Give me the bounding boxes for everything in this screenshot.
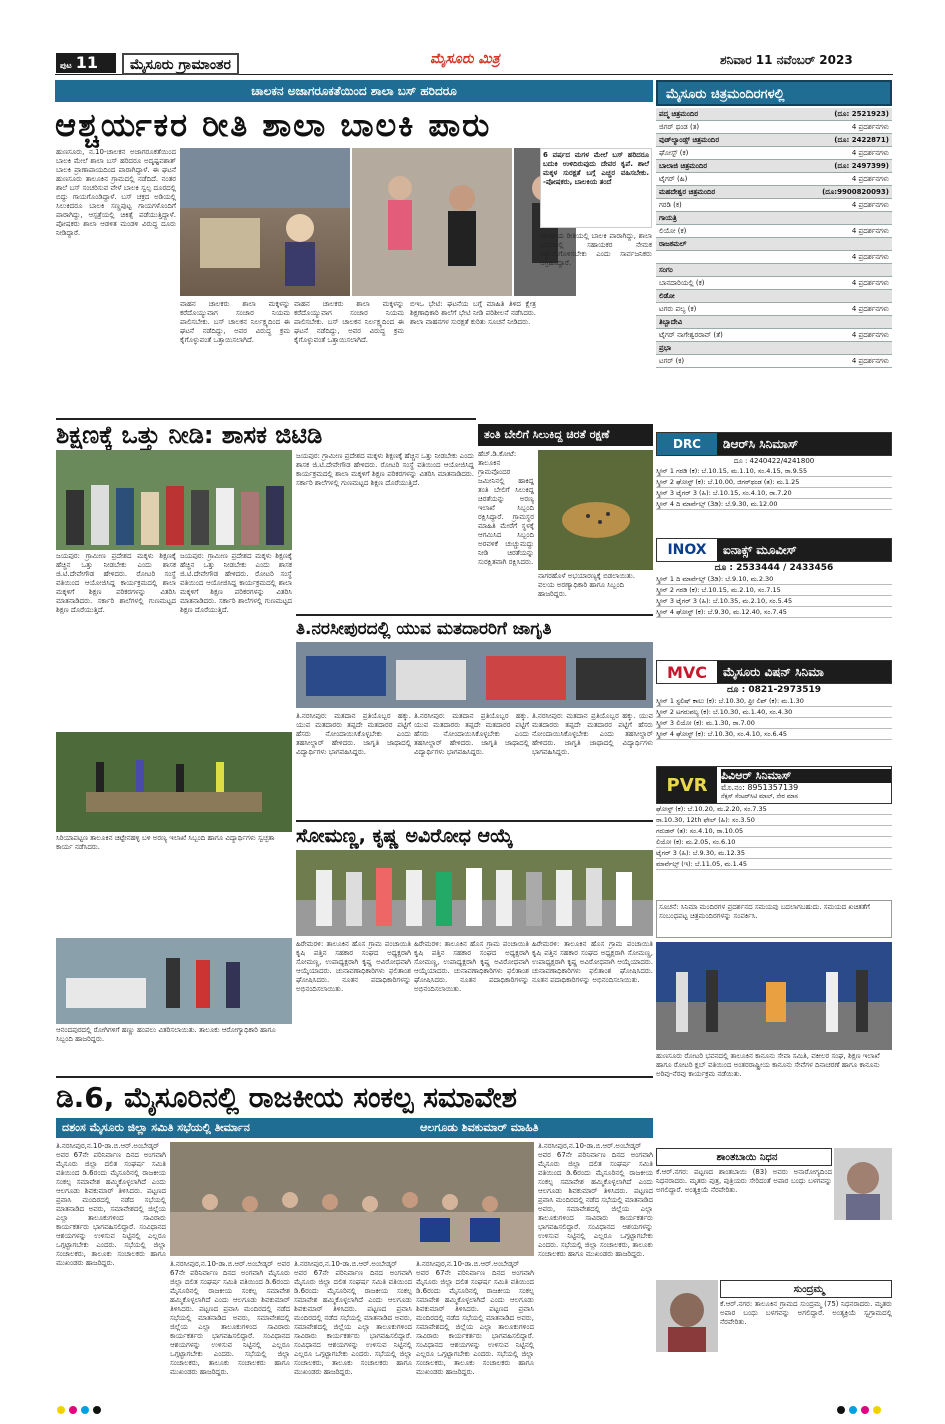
theatre-row: [656, 238, 892, 251]
showtime-line: ಸ್ಕ್ರೀನ್ 2 ಘೋಸ್ಟ್ (ಕ): ಬೆ.10.00, ಜಿಗರ್‌ಥಂಡ (ತ): ಮ.1.25: [656, 477, 892, 488]
theatre-movie: ಗರಡಿ (ಕ): [659, 201, 682, 209]
somanna-body-2: ಹಿರೇಮರಳಿ: ತಾಲೂಕಿನ ಹೊಸ ಗ್ರಾಮ ಪಂಚಾಯಿತಿ ಕೃಷಿ ಪತ್ತಿನ ಸಹಕಾರ ಸಂಘದ ಅಧ್ಯಕ್ಷರಾಗಿ ಸೋಮಣ್ಣ, ಉಪಾಧ್ಯಕ್ಷರಾಗಿ ಕೃಷ್ಣ ಅವಿರೋಧವಾಗಿ ಆಯ್ಕೆಯಾದರು. ಚುನಾವಣಾಧಿಕಾರಿಗಳು ಫಲಿತಾಂಶ ಘೋಷಿಸಿದರು. ನೂತನ ಪದಾಧಿಕಾರಿಗಳನ್ನು ಅಭಿನಂದಿಸಲಾಯಿತು.: [414, 940, 529, 993]
pvr-block: [656, 766, 892, 870]
lead-col2b: ವಾಹನ ಚಾಲಕರು ಶಾಲಾ ಮಕ್ಕಳನ್ನು ಕರೆದೊಯ್ಯುವಾಗ ಸಂಚಾರ ನಿಯಮ ಪಾಲಿಸಬೇಕು. ಬಸ್ ಚಾಲಕನ ನಿರ್ಲಕ್ಷ್ಯದಿಂದ ಈ ಘಟನೆ ನಡೆದಿದ್ದು, ಅವರ ವಿರುದ್ಧ ಕ್ರಮ ಕೈಗೊಳ್ಳುವಂತೆ ಒತ್ತಾಯಿಸಲಾಗಿದೆ.: [294, 300, 404, 344]
showtime-line: ರಾ.10.30, 12th ಫೇಲ್ (ಹಿ): ಸಂ.3.50: [656, 815, 892, 826]
youth-body-1: ತಿ.ನರಸೀಪುರ: ಮತದಾನ ಪ್ರತಿಯೊಬ್ಬರ ಹಕ್ಕು. ಯುವ ಮತದಾರರು ತಪ್ಪದೇ ಮತದಾರರ ಪಟ್ಟಿಗೆ ಹೆಸರು ನೋಂದಾಯಿಸಿಕೊಳ್ಳಬೇಕು ಎಂದು ತಹಸೀಲ್ದಾರ್ ಹೇಳಿದರು. ಜಾಗೃತಿ ಜಾಥಾದಲ್ಲಿ ವಿದ್ಯಾರ್ಥಿಗಳು ಭಾಗವಹಿಸಿದ್ದರು.: [296, 712, 411, 756]
cinema-listing-title: ಮೈಸೂರು ಚಿತ್ರಮಂದಿರಗಳಲ್ಲಿ: [656, 80, 892, 106]
theatre-row: [656, 186, 892, 199]
mla-photo: [56, 450, 292, 550]
theatre-name: ಗಾಯತ್ರಿ: [659, 214, 677, 222]
theatre-movie-row: [656, 199, 892, 212]
page-label: ಪುಟ: [60, 61, 72, 70]
theatre-phone: (ದೂ: 2422871): [834, 136, 889, 144]
leopard-photo: [538, 450, 653, 570]
mvc-phone: ದೂ : 0821-2973519: [726, 685, 822, 695]
obit1-body: ಕೆ.ಆರ್.ನಗರ: ಪಟ್ಟಣದ ಶಾಂತಬಾಯಿ (83) ಅವರು ಅನಾರೋಗ್ಯದಿಂದ ನಿಧನರಾದರು. ಮೃತರು ಪುತ್ರ, ಪುತ್ರಿಯರು ಸೇರಿದಂತೆ ಅಪಾರ ಬಂಧು ಬಳಗವನ್ನು ಅಗಲಿದ್ದಾರೆ. ಅಂತ್ಯಕ್ರಿಯೆ ನೆರವೇರಿತು.: [656, 1168, 832, 1194]
lead-col2: ವಾಹನ ಚಾಲಕರು ಶಾಲಾ ಮಕ್ಕಳನ್ನು ಕರೆದೊಯ್ಯುವಾಗ ಸಂಚಾರ ನಿಯಮ ಪಾಲಿಸಬೇಕು. ಬಸ್ ಚಾಲಕನ ನಿರ್ಲಕ್ಷ್ಯದಿಂದ ಈ ಘಟನೆ ನಡೆದಿದ್ದು, ಅವರ ವಿರುದ್ಧ ಕ್ರಮ ಕೈಗೊಳ್ಳುವಂತೆ ಒತ್ತಾಯಿಸಲಾಗಿದೆ.: [180, 300, 290, 344]
page-number-box: [56, 53, 116, 73]
showtime-line: ಸ್ಕ್ರೀನ್ 2 ಟಗರುಪಲ್ಯ (ಕ): ಬೆ.10.30, ಮ.1.40, ಸಂ.4.30: [656, 707, 892, 718]
page-number: 11: [75, 53, 99, 72]
theatre-row: [656, 212, 892, 225]
theatre-movie-row: [656, 121, 892, 134]
theatre-shows: 4 ಪ್ರದರ್ಶನಗಳು: [851, 227, 889, 235]
theatre-movie-row: [656, 173, 892, 186]
youth-body-3: ತಿ.ನರಸೀಪುರ: ಮತದಾನ ಪ್ರತಿಯೊಬ್ಬರ ಹಕ್ಕು. ಯುವ ಮತದಾರರು ತಪ್ಪದೇ ಮತದಾರರ ಪಟ್ಟಿಗೆ ಹೆಸರು ನೋಂದಾಯಿಸಿಕೊಳ್ಳಬೇಕು ಎಂದು ತಹಸೀಲ್ದಾರ್ ಹೇಳಿದರು. ಜಾಗೃತಿ ಜಾಥಾದಲ್ಲಿ ವಿದ್ಯಾರ್ಥಿಗಳು ಭಾಗವಹಿಸಿದ್ದರು.: [532, 712, 653, 756]
theatre-name: ಮಹದೇಶ್ವರ ಚಿತ್ರಮಂದಿರ: [659, 188, 716, 196]
inox-name: ಐನಾಕ್ಸ್ ಮೂವೀಸ್: [717, 539, 891, 561]
inox-showtimes: [656, 574, 892, 618]
mvc-showtimes: [656, 696, 892, 740]
pvr-phone: ಮೊ.ನಂ: 8951357139: [721, 783, 799, 792]
theatre-movie: ಬಾನದಾರಿಯಲ್ಲಿ (ಕ): [659, 279, 705, 287]
showtime-line: ಲಿಯೋ (ಕ): ಮ.2.05, ಸಂ.6.10: [656, 837, 892, 848]
theatre-shows: 4 ಪ್ರದರ್ಶನಗಳು: [851, 331, 889, 339]
inox-phone: ದೂ : 2533444 / 2433456: [714, 563, 834, 573]
drc-name: ಡಿಆರ್‌ಸಿ ಸಿನಿಮಾಸ್: [717, 433, 891, 455]
inox-logo: INOX: [657, 539, 717, 561]
rotary-photo: [656, 942, 892, 1050]
theatre-movie-row: [656, 225, 892, 238]
theatre-name: ರಾಜಕಮಲ್: [659, 240, 687, 248]
samavesha-photo: [170, 1142, 534, 1256]
lead-photo-2: [352, 148, 512, 296]
lead-col3: ಬಿಇಒ ಭೇಟಿ: ಘಟನೆಯ ಬಗ್ಗೆ ಮಾಹಿತಿ ತಿಳಿದ ಕ್ಷೇತ್ರ ಶಿಕ್ಷಣಾಧಿಕಾರಿ ಶಾಲೆಗೆ ಭೇಟಿ ನೀಡಿ ಪರಿಶೀಲನೆ ನಡೆಸಿದರು. ಶಾಲಾ ವಾಹನಗಳ ಸುರಕ್ಷತೆ ಕುರಿತು ಸೂಚನೆ ನೀಡಿದರು.: [410, 300, 536, 326]
rotary-caption: ಹುಣಸೂರು ರೋಟರಿ ಭವನದಲ್ಲಿ ತಾಲೂಕಿನ ಕಾನೂನು ಸೇವಾ ಸಮಿತಿ, ವಕೀಲರ ಸಂಘ, ಶಿಕ್ಷಣ ಇಲಾಖೆ ಹಾಗೂ ರೋಟರಿ ಕ್ಲಬ್ ವತಿಯಿಂದ ಅಂತರರಾಷ್ಟ್ರೀಯ ಕಾನೂನು ಸೇವೆಗಳ ದಿನಾಚರಣೆ ಹಾಗೂ ಕಾನೂನು ಅರಿವು-ನೆರವು ಕಾರ್ಯಕ್ರಮ ನಡೆಯಿತು.: [656, 1052, 880, 1078]
inox-block: [656, 538, 892, 618]
pvr-address: ನೆಕ್ಸಸ್ ಸೆಂಟರ್‌ಸಿಟಿ ಮಾಲ್, ನೇರ ಮಾಸ: [721, 793, 798, 800]
theatre-movie-row: [656, 355, 892, 368]
pvr-showtimes: [656, 804, 892, 870]
hospital-caption: ಆನಂದಪುರದಲ್ಲಿ ರೋಗಿಗಳಿಗೆ ಹಣ್ಣು ಹಂಪಲು ವಿತರಿಸಲಾಯಿತು. ತಾಲೂಕು ಆರೋಗ್ಯಾಧಿಕಾರಿ ಹಾಗೂ ಸಿಬ್ಬಂದಿ ಹಾಜರಿದ್ದರು.: [56, 1026, 276, 1043]
showtime-line: ಟೈಗರ್ 3 (ಹಿ): ಬೆ.9.30, ಮ.12.35: [656, 848, 892, 859]
showtime-notice: ಸೂಚನೆ: ಸಿನಿಮಾ ಮಂದಿರಗಳ ಪ್ರದರ್ಶನದ ಸಮಯವು ಬದಲಾಗಬಹುದು. ಸಮಯದ ಖಚಿತತೆಗೆ ಸಂಬಂಧಪಟ್ಟ ಚಿತ್ರಮಂದಿರಗಳನ್ನು ಸಂಪರ್ಕಿಸಿ.: [656, 900, 892, 938]
hospital-photo: [56, 938, 292, 1024]
samavesha-body-2: ತಿ.ನರಸೀಪುರ,ನ.10-ಡಾ.ಬಿ.ಆರ್.ಅಂಬೇಡ್ಕರ್ ಅವರ 67ನೇ ಪರಿನಿರ್ವಾಣ ದಿನದ ಅಂಗವಾಗಿ ಮೈಸೂರು ಜಿಲ್ಲಾ ದಲಿತ ಸಂಘರ್ಷ ಸಮಿತಿ ವತಿಯಿಂದ ಡಿ.6ರಂದು ಮೈಸೂರಿನಲ್ಲಿ ರಾಜಕೀಯ ಸಂಕಲ್ಪ ಸಮಾವೇಶ ಹಮ್ಮಿಕೊಳ್ಳಲಾಗಿದೆ ಎಂದು ಆಲಗೂಡು ಶಿವಕುಮಾರ್ ತಿಳಿಸಿದರು. ಪಟ್ಟಣದ ಪ್ರವಾಸಿ ಮಂದಿರದಲ್ಲಿ ನಡೆದ ಸಭೆಯಲ್ಲಿ ಮಾತನಾಡಿದ ಅವರು, ಸಮಾವೇಶದಲ್ಲಿ ಜಿಲ್ಲೆಯ ಎಲ್ಲಾ ತಾಲೂಕುಗಳಿಂದ ಸಾವಿರಾರು ಕಾರ್ಯಕರ್ತರು ಭಾಗವಹಿಸಲಿದ್ದಾರೆ. ಸಂವಿಧಾನದ ಆಶಯಗಳನ್ನು ಉಳಿಸುವ ನಿಟ್ಟಿನಲ್ಲಿ ಎಲ್ಲರೂ ಒಗ್ಗಟ್ಟಾಗಬೇಕು ಎಂದರು. ಸಭೆಯಲ್ಲಿ ಜಿಲ್ಲಾ ಸಂಚಾಲಕರು, ತಾಲೂಕು ಸಂಚಾಲಕರು ಹಾಗೂ ಮುಖಂಡರು ಹಾಜರಿದ್ದರು.: [170, 1260, 290, 1376]
somanna-title: ಸೋಮಣ್ಣ, ಕೃಷ್ಣ ಅವಿರೋಧ ಆಯ್ಕೆ: [296, 820, 653, 850]
showtime-line: ಘೋಸ್ಟ್ (ಕ): ಬೆ.10.20, ಮ.2.20, ಸಂ.7.35: [656, 804, 892, 815]
registration-marks-left: [56, 1400, 126, 1419]
theatre-movie-row: [656, 277, 892, 290]
registration-marks-right: [836, 1400, 906, 1419]
theatre-row: [656, 290, 892, 303]
showtime-line: ಸ್ಕ್ರೀನ್ 4 ಘೋಸ್ಟ್ (ಕ): ಬೆ.10.30, ಸಂ.4.10, ಸಂ.6.45: [656, 729, 892, 740]
theatre-shows: 4 ಪ್ರದರ್ಶನಗಳು: [851, 305, 889, 313]
theatre-row: [656, 342, 892, 355]
theatre-row: [656, 264, 892, 277]
theatre-phone: (ದೂ:9900820093): [822, 188, 889, 196]
mla-body-1: ಜಯಪುರ: ಗ್ರಾಮೀಣ ಪ್ರದೇಶದ ಮಕ್ಕಳು ಶಿಕ್ಷಣಕ್ಕೆ ಹೆಚ್ಚಿನ ಒತ್ತು ನೀಡಬೇಕು ಎಂದು ಶಾಸಕ ಜಿ.ಟಿ.ದೇವೇಗೌಡ ಹೇಳಿದರು. ರೋಟರಿ ಸಂಸ್ಥೆ ವತಿಯಿಂದ ಆಯೋಜಿಸಿದ್ದ ಕಾರ್ಯಕ್ರಮದಲ್ಲಿ ಶಾಲಾ ಮಕ್ಕಳಿಗೆ ಶಿಕ್ಷಣ ಪರಿಕರಗಳನ್ನು ವಿತರಿಸಿ ಮಾತನಾಡಿದರು. ಸರ್ಕಾರಿ ಶಾಲೆಗಳಲ್ಲಿ ಗುಣಮಟ್ಟದ ಶಿಕ್ಷಣ ದೊರೆಯುತ್ತಿದೆ.: [56, 552, 176, 614]
issue-date: ಶನಿವಾರ 11 ನವೆಂಬರ್ 2023: [720, 53, 853, 67]
drc-phone: ದೂ : 4240422/4241800: [733, 457, 815, 465]
showtime-line: ಮಾರ್ವೆಲ್ಸ್ (ಇ): ಬೆ.11.05, ಮ.1.45: [656, 859, 892, 870]
theatre-shows: 4 ಪ್ರದರ್ಶನಗಳು: [851, 201, 889, 209]
mvc-header: [656, 660, 892, 684]
leopard-body: ಹೆಚ್.ಡಿ.ಕೋಟೆ: ತಾಲೂಕಿನ ಗ್ರಾಮವೊಂದರ ಜಮೀನಿನಲ್ಲಿ ಹಾಕಿದ್ದ ತಂತಿ ಬೇಲಿಗೆ ಸಿಲುಕಿದ್ದ ಚಿರತೆಯನ್ನು ಅರಣ್ಯ ಇಲಾಖೆ ಸಿಬ್ಬಂದಿ ರಕ್ಷಿಸಿದ್ದಾರೆ. ಗ್ರಾಮಸ್ಥರ ಮಾಹಿತಿ ಮೇರೆಗೆ ಸ್ಥಳಕ್ಕೆ ಆಗಮಿಸಿದ ಸಿಬ್ಬಂದಿ ಅರವಳಿಕೆ ಚುಚ್ಚುಮದ್ದು ನೀಡಿ ಚಿರತೆಯನ್ನು ಸುರಕ್ಷಿತವಾಗಿ ರಕ್ಷಿಸಿದರು.: [478, 450, 534, 566]
theatre-name: ಲಿಡೋ: [659, 292, 675, 300]
cleanup-photo: [56, 732, 292, 832]
youth-body-2: ತಿ.ನರಸೀಪುರ: ಮತದಾನ ಪ್ರತಿಯೊಬ್ಬರ ಹಕ್ಕು. ಯುವ ಮತದಾರರು ತಪ್ಪದೇ ಮತದಾರರ ಪಟ್ಟಿಗೆ ಹೆಸರು ನೋಂದಾಯಿಸಿಕೊಳ್ಳಬೇಕು ಎಂದು ತಹಸೀಲ್ದಾರ್ ಹೇಳಿದರು. ಜಾಗೃತಿ ಜಾಥಾದಲ್ಲಿ ವಿದ್ಯಾರ್ಥಿಗಳು ಭಾಗವಹಿಸಿದ್ದರು.: [414, 712, 529, 756]
mla-body-3: ಜಯಪುರ: ಗ್ರಾಮೀಣ ಪ್ರದೇಶದ ಮಕ್ಕಳು ಶಿಕ್ಷಣಕ್ಕೆ ಹೆಚ್ಚಿನ ಒತ್ತು ನೀಡಬೇಕು ಎಂದು ಶಾಸಕ ಜಿ.ಟಿ.ದೇವೇಗೌಡ ಹೇಳಿದರು. ರೋಟರಿ ಸಂಸ್ಥೆ ವತಿಯಿಂದ ಆಯೋಜಿಸಿದ್ದ ಕಾರ್ಯಕ್ರಮದಲ್ಲಿ ಶಾಲಾ ಮಕ್ಕಳಿಗೆ ಶಿಕ್ಷಣ ಪರಿಕರಗಳನ್ನು ವಿತರಿಸಿ ಮಾತನಾಡಿದರು. ಸರ್ಕಾರಿ ಶಾಲೆಗಳಲ್ಲಿ ಗುಣಮಟ್ಟದ ಶಿಕ್ಷಣ ದೊರೆಯುತ್ತಿದೆ.: [296, 452, 474, 487]
obit2-body: ಕೆ.ಆರ್.ನಗರ: ತಾಲೂಕಿನ ಗ್ರಾಮದ ಸುಂದ್ರಮ್ಮ (75) ನಿಧನರಾದರು. ಮೃತರು ಅಪಾರ ಬಂಧು ಬಳಗವನ್ನು ಅಗಲಿದ್ದಾರೆ. ಅಂತ್ಯಕ್ರಿಯೆ ಸ್ವಗ್ರಾಮದಲ್ಲಿ ನೆರವೇರಿತು.: [720, 1300, 892, 1326]
drc-logo: DRC: [657, 433, 717, 455]
lead-kicker: ಚಾಲಕನ ಅಜಾಗರೂಕತೆಯಿಂದ ಶಾಲಾ ಬಸ್ ಹರಿದರೂ: [55, 80, 653, 102]
theatre-phone: (ದೂ: 2521923): [834, 110, 889, 118]
samavesha-body-4: ತಿ.ನರಸೀಪುರ,ನ.10-ಡಾ.ಬಿ.ಆರ್.ಅಂಬೇಡ್ಕರ್ ಅವರ 67ನೇ ಪರಿನಿರ್ವಾಣ ದಿನದ ಅಂಗವಾಗಿ ಮೈಸೂರು ಜಿಲ್ಲಾ ದಲಿತ ಸಂಘರ್ಷ ಸಮಿತಿ ವತಿಯಿಂದ ಡಿ.6ರಂದು ಮೈಸೂರಿನಲ್ಲಿ ರಾಜಕೀಯ ಸಂಕಲ್ಪ ಸಮಾವೇಶ ಹಮ್ಮಿಕೊಳ್ಳಲಾಗಿದೆ ಎಂದು ಆಲಗೂಡು ಶಿವಕುಮಾರ್ ತಿಳಿಸಿದರು. ಪಟ್ಟಣದ ಪ್ರವಾಸಿ ಮಂದಿರದಲ್ಲಿ ನಡೆದ ಸಭೆಯಲ್ಲಿ ಮಾತನಾಡಿದ ಅವರು, ಸಮಾವೇಶದಲ್ಲಿ ಜಿಲ್ಲೆಯ ಎಲ್ಲಾ ತಾಲೂಕುಗಳಿಂದ ಸಾವಿರಾರು ಕಾರ್ಯಕರ್ತರು ಭಾಗವಹಿಸಲಿದ್ದಾರೆ. ಸಂವಿಧಾನದ ಆಶಯಗಳನ್ನು ಉಳಿಸುವ ನಿಟ್ಟಿನಲ್ಲಿ ಎಲ್ಲರೂ ಒಗ್ಗಟ್ಟಾಗಬೇಕು ಎಂದರು. ಸಭೆಯಲ್ಲಿ ಜಿಲ್ಲಾ ಸಂಚಾಲಕರು, ತಾಲೂಕು ಸಂಚಾಲಕರು ಹಾಗೂ ಮುಖಂಡರು ಹಾಜರಿದ್ದರು.: [416, 1260, 534, 1376]
theatre-name: ತಿಬ್ಬಾದೇವಿ: [659, 318, 683, 326]
samavesha-title: ಡಿ.6, ಮೈಸೂರಿನಲ್ಲಿ ರಾಜಕೀಯ ಸಂಕಲ್ಪ ಸಮಾವೇಶ: [56, 1076, 653, 1118]
samavesha-sub2: ಆಲಗೂಡು ಶಿವಕುಮಾರ್ ಮಾಹಿತಿ: [420, 1121, 539, 1134]
mla-title: ಶಿಕ್ಷಣಕ್ಕೆ ಒತ್ತು ನೀಡಿ: ಶಾಸಕ ಜಿಟಿಡಿ: [56, 418, 476, 450]
theatre-row: [656, 108, 892, 121]
theatre-movie: ಟೈಗರ್ ನಾಗೇಶ್ವರರಾವ್ (ತೆ): [659, 331, 723, 339]
theatre-movie: ಟಗರ್ (ಕ): [659, 357, 685, 365]
theatre-shows: 4 ಪ್ರದರ್ಶನಗಳು: [851, 279, 889, 287]
theatre-movie-row: [656, 147, 892, 160]
pvr-header: [656, 766, 892, 804]
showtime-line: ಸ್ಕ್ರೀನ್ 4 ದಿ ಮಾರ್ವೆಲ್ಸ್ (3ಡಿ): ಬೆ.9.30, ಮ.12.00: [656, 499, 892, 510]
drc-showtimes: [656, 466, 892, 510]
lead-body: ಹುಣಸೂರು, ನ.10-ಚಾಲಕನ ಅಜಾಗರೂಕತೆಯಿಂದ ಬಾಲಕಿ ಮೇಲೆ ಶಾಲಾ ಬಸ್ ಹರಿದರೂ ಅದೃಷ್ಟವಶಾತ್ ಬಾಲಕಿ ಪ್ರಾಣಾಪಾಯದಿಂದ ಪಾರಾಗಿದ್ದಾಳೆ. ಈ ಘಟನೆ ಹುಣಸೂರು ತಾಲೂಕಿನ ಗ್ರಾಮದಲ್ಲಿ ನಡೆದಿದೆ. ನಂತರ ಶಾಲೆ ಬಸ್ ಸಂಚರಿಸುವ ವೇಳೆ ಬಾಲಕಿ ಸ್ವಲ್ಪ ದೂರದಲ್ಲಿ ಬಿದ್ದು ಗಾಯಗೊಂಡಿದ್ದಾಳೆ. ಬಸ್ ಚಕ್ರದ ಅಡಿಯಲ್ಲಿ ಸಿಲುಕಿದರೂ ಬಾಲಕಿ ಸಣ್ಣಪುಟ್ಟ ಗಾಯಗಳೊಂದಿಗೆ ಪಾರಾಗಿದ್ದು, ಆಸ್ಪತ್ರೆಯಲ್ಲಿ ಚಿಕಿತ್ಸೆ ಪಡೆಯುತ್ತಿದ್ದಾಳೆ. ಪೋಷಕರು ಶಾಲಾ ಆಡಳಿತ ಮಂಡಳಿ ವಿರುದ್ಧ ದೂರು ನೀಡಿದ್ದಾರೆ.: [56, 148, 176, 237]
somanna-photo: [296, 850, 653, 936]
theatre-name: ಪದ್ಮ ಚಿತ್ರಮಂದಿರ: [659, 110, 699, 118]
obit2-photo: [656, 1280, 718, 1352]
theatre-movie: ಜಿಗರ್ ಥಂಡ (ತ): [659, 123, 700, 131]
cleanup-caption: ಸಿರಿಯಾಪಟ್ಟಣ ತಾಲೂಕಿನ ಚಿಟ್ಟೇನಹಳ್ಳಿ ಬಳಿ ಅರಣ್ಯ ಇಲಾಖೆ ಸಿಬ್ಬಂದಿ ಹಾಗೂ ವಿದ್ಯಾರ್ಥಿಗಳು ಸ್ವಚ್ಛತಾ ಕಾರ್ಯ ನಡೆಸಿದರು.: [56, 834, 275, 851]
theatre-movie-row: [656, 329, 892, 342]
theatre-name: ಪ್ರಭಾ: [659, 344, 672, 352]
theatre-phone: (ದೂ: 2497399): [834, 162, 889, 170]
lead-headline: ಆಶ್ಚರ್ಯಕರ ರೀತಿ ಶಾಲಾ ಬಾಲಕಿ ಪಾರು: [55, 106, 492, 144]
showtime-line: ಸ್ಕ್ರೀನ್ 1 ದಿ ಮಾರ್ವೆಲ್ಸ್ (3ಡಿ): ಬೆ.9.10, ಮ.2.30: [656, 574, 892, 585]
theatre-name: ಸಂಗಂ: [659, 266, 673, 274]
showtime-line: ಸ್ಕ್ರೀನ್ 4 ಘೋಸ್ಟ್ (ಕ): ಬೆ.9.30, ಮ.12.40, ಸಂ.7.45: [656, 607, 892, 618]
samavesha-body-5: ತಿ.ನರಸೀಪುರ,ನ.10-ಡಾ.ಬಿ.ಆರ್.ಅಂಬೇಡ್ಕರ್ ಅವರ 67ನೇ ಪರಿನಿರ್ವಾಣ ದಿನದ ಅಂಗವಾಗಿ ಮೈಸೂರು ಜಿಲ್ಲಾ ದಲಿತ ಸಂಘರ್ಷ ಸಮಿತಿ ವತಿಯಿಂದ ಡಿ.6ರಂದು ಮೈಸೂರಿನಲ್ಲಿ ರಾಜಕೀಯ ಸಂಕಲ್ಪ ಸಮಾವೇಶ ಹಮ್ಮಿಕೊಳ್ಳಲಾಗಿದೆ ಎಂದು ಆಲಗೂಡು ಶಿವಕುಮಾರ್ ತಿಳಿಸಿದರು. ಪಟ್ಟಣದ ಪ್ರವಾಸಿ ಮಂದಿರದಲ್ಲಿ ನಡೆದ ಸಭೆಯಲ್ಲಿ ಮಾತನಾಡಿದ ಅವರು, ಸಮಾವೇಶದಲ್ಲಿ ಜಿಲ್ಲೆಯ ಎಲ್ಲಾ ತಾಲೂಕುಗಳಿಂದ ಸಾವಿರಾರು ಕಾರ್ಯಕರ್ತರು ಭಾಗವಹಿಸಲಿದ್ದಾರೆ. ಸಂವಿಧಾನದ ಆಶಯಗಳನ್ನು ಉಳಿಸುವ ನಿಟ್ಟಿನಲ್ಲಿ ಎಲ್ಲರೂ ಒಗ್ಗಟ್ಟಾಗಬೇಕು ಎಂದರು. ಸಭೆಯಲ್ಲಿ ಜಿಲ್ಲಾ ಸಂಚಾಲಕರು, ತಾಲೂಕು ಸಂಚಾಲಕರು ಹಾಗೂ ಮುಖಂಡರು ಹಾಜರಿದ್ದರು.: [538, 1142, 653, 1258]
lead-quote: 6 ವರ್ಷದ ಮಗಳ ಮೇಲೆ ಬಸ್ ಹರಿದರೂ ಬದುಕಿ ಉಳಿದಿರುವುದು ದೇವರ ಕೃಪೆ. ಶಾಲೆ ಮಕ್ಕಳ ಸುರಕ್ಷತೆ ಬಗ್ಗೆ ಎಚ್ಚರ ವಹಿಸಬೇಕು. -ಪೋಷಕರು, ಬಾಲಕಿಯ ತಂದೆ: [540, 148, 652, 228]
showtime-line: ಸ್ಕ್ರೀನ್ 3 ಲಿಯೋ (ಕ): ಮ.1.30, ರಾ.7.00: [656, 718, 892, 729]
showtime-line: ಗರುಡನ್ (ತ): ಸಂ.4.10, ರಾ.10.05: [656, 826, 892, 837]
showtime-line: ಸ್ಕ್ರೀನ್ 1 ಗರಡಿ (ಕ): ಬೆ.10.15, ಮ.1.10, ಸಂ.4.15, ರಾ.9.55: [656, 466, 892, 477]
somanna-body-3: ಹಿರೇಮರಳಿ: ತಾಲೂಕಿನ ಹೊಸ ಗ್ರಾಮ ಪಂಚಾಯಿತಿ ಕೃಷಿ ಪತ್ತಿನ ಸಹಕಾರ ಸಂಘದ ಅಧ್ಯಕ್ಷರಾಗಿ ಸೋಮಣ್ಣ, ಉಪಾಧ್ಯಕ್ಷರಾಗಿ ಕೃಷ್ಣ ಅವಿರೋಧವಾಗಿ ಆಯ್ಕೆಯಾದರು. ಚುನಾವಣಾಧಿಕಾರಿಗಳು ಫಲಿತಾಂಶ ಘೋಷಿಸಿದರು. ನೂತನ ಪದಾಧಿಕಾರಿಗಳನ್ನು ಅಭಿನಂದಿಸಲಾಯಿತು.: [532, 940, 653, 984]
theatre-movie: ಟೈಗರ್ (ಹಿ): [659, 175, 688, 183]
theatre-shows: 4 ಪ್ರದರ್ಶನಗಳು: [851, 175, 889, 183]
obit2-title: ಸುಂದ್ರಮ್ಮ: [720, 1280, 892, 1298]
lead-col4: ಸಿನಿಮೀಯ ರೀತಿಯಲ್ಲಿ ಬಾಲಕಿ ಪಾರಾಗಿದ್ದು, ಶಾಲಾ ಬಸ್‌ಗಳಲ್ಲಿ ಸಹಾಯಕರ ನೇಮಕ ಕಡ್ಡಾಯಗೊಳಿಸಬೇಕು ಎಂದು ಸಾರ್ವಜನಿಕರು ಆಗ್ರಹಿಸಿದ್ದಾರೆ.: [540, 232, 652, 267]
showtime-line: ಸ್ಕ್ರೀನ್ 3 ಟೈಗರ್ 3 (ಹಿ): ಬೆ.10.15, ಸಂ.4.10, ರಾ.7.20: [656, 488, 892, 499]
theatre-name: ಬಾಲಾಜಿ ಚಿತ್ರಮಂದಿರ: [659, 162, 708, 170]
pvr-info: [717, 769, 891, 801]
drc-header: [656, 432, 892, 456]
theatre-movie: ಘೋಸ್ಟ್ (ಕ): [659, 149, 689, 157]
theatre-row: [656, 160, 892, 173]
somanna-body-1: ಹಿರೇಮರಳಿ: ತಾಲೂಕಿನ ಹೊಸ ಗ್ರಾಮ ಪಂಚಾಯಿತಿ ಕೃಷಿ ಪತ್ತಿನ ಸಹಕಾರ ಸಂಘದ ಅಧ್ಯಕ್ಷರಾಗಿ ಸೋಮಣ್ಣ, ಉಪಾಧ್ಯಕ್ಷರಾಗಿ ಕೃಷ್ಣ ಅವಿರೋಧವಾಗಿ ಆಯ್ಕೆಯಾದರು. ಚುನಾವಣಾಧಿಕಾರಿಗಳು ಫಲಿತಾಂಶ ಘೋಷಿಸಿದರು. ನೂತನ ಪದಾಧಿಕಾರಿಗಳನ್ನು ಅಭಿನಂದಿಸಲಾಯಿತು.: [296, 940, 411, 993]
leopard-title: ತಂತಿ ಬೇಲಿಗೆ ಸಿಲುಕಿದ್ದ ಚಿರತೆ ರಕ್ಷಣೆ: [478, 424, 653, 446]
theatre-movie-row: [656, 251, 892, 264]
obit1-photo: [834, 1148, 892, 1220]
theatre-name: ವುಡ್‌ಲ್ಯಾಂಡ್ಸ್ ಚಿತ್ರಮಂದಿರ: [659, 136, 720, 144]
theatre-row: [656, 316, 892, 329]
samavesha-sub1: ದಶಂಸ ಮೈಸೂರು ಜಿಲ್ಲಾ ಸಮಿತಿ ಸಭೆಯಲ್ಲಿ ತೀರ್ಮಾನ: [62, 1121, 250, 1134]
theatre-table: [656, 108, 892, 368]
mvc-name: ಮೈಸೂರು ವಿಷನ್ ಸಿನಿಮಾ: [717, 661, 891, 683]
pvr-logo: PVR: [657, 767, 717, 803]
theatre-shows: 4 ಪ್ರದರ್ಶನಗಳು: [851, 123, 889, 131]
samavesha-body-3: ತಿ.ನರಸೀಪುರ,ನ.10-ಡಾ.ಬಿ.ಆರ್.ಅಂಬೇಡ್ಕರ್ ಅವರ 67ನೇ ಪರಿನಿರ್ವಾಣ ದಿನದ ಅಂಗವಾಗಿ ಮೈಸೂರು ಜಿಲ್ಲಾ ದಲಿತ ಸಂಘರ್ಷ ಸಮಿತಿ ವತಿಯಿಂದ ಡಿ.6ರಂದು ಮೈಸೂರಿನಲ್ಲಿ ರಾಜಕೀಯ ಸಂಕಲ್ಪ ಸಮಾವೇಶ ಹಮ್ಮಿಕೊಳ್ಳಲಾಗಿದೆ ಎಂದು ಆಲಗೂಡು ಶಿವಕುಮಾರ್ ತಿಳಿಸಿದರು. ಪಟ್ಟಣದ ಪ್ರವಾಸಿ ಮಂದಿರದಲ್ಲಿ ನಡೆದ ಸಭೆಯಲ್ಲಿ ಮಾತನಾಡಿದ ಅವರು, ಸಮಾವೇಶದಲ್ಲಿ ಜಿಲ್ಲೆಯ ಎಲ್ಲಾ ತಾಲೂಕುಗಳಿಂದ ಸಾವಿರಾರು ಕಾರ್ಯಕರ್ತರು ಭಾಗವಹಿಸಲಿದ್ದಾರೆ. ಸಂವಿಧಾನದ ಆಶಯಗಳನ್ನು ಉಳಿಸುವ ನಿಟ್ಟಿನಲ್ಲಿ ಎಲ್ಲರೂ ಒಗ್ಗಟ್ಟಾಗಬೇಕು ಎಂದರು. ಸಭೆಯಲ್ಲಿ ಜಿಲ್ಲಾ ಸಂಚಾಲಕರು, ತಾಲೂಕು ಸಂಚಾಲಕರು ಹಾಗೂ ಮುಖಂಡರು ಹಾಜರಿದ್ದರು.: [294, 1260, 412, 1376]
theatre-movie-row: [656, 303, 892, 316]
newspaper-logo: ಮೈಸೂರು ಮಿತ್ರ: [430, 51, 500, 67]
theatre-shows: 4 ಪ್ರದರ್ಶನಗಳು: [851, 253, 889, 261]
section-name: ಮೈಸೂರು ಗ್ರಾಮಾಂತರ: [122, 53, 239, 75]
theatre-shows: 4 ಪ್ರದರ್ಶನಗಳು: [851, 149, 889, 157]
mvc-logo: MVC: [657, 661, 717, 683]
inox-header: [656, 538, 892, 562]
theatre-movie: ಟಗರು ಪಲ್ಯ (ಕ): [659, 305, 697, 313]
lead-photo-1: [180, 148, 350, 296]
pvr-name: ಪಿವಿಆರ್ ಸಿನಿಮಾಸ್: [721, 769, 891, 783]
youth-title: ತಿ.ನರಸೀಪುರದಲ್ಲಿ ಯುವ ಮತದಾರರಿಗೆ ಜಾಗೃತಿ: [296, 614, 653, 642]
showtime-line: ಸ್ಕ್ರೀನ್ 1 ಸ್ಟಲಿಷ್ ಕಾಲು (ಕ): ಬೆ.10.30, ಫ್ರೀ ಲಿಪ್ (ಕ): ಮ.1.30: [656, 696, 892, 707]
obit1-title: ಶಾಂತಬಾಯಿ ನಿಧನ: [656, 1148, 832, 1166]
drc-block: [656, 432, 892, 510]
samavesha-body-1: ತಿ.ನರಸೀಪುರ,ನ.10-ಡಾ.ಬಿ.ಆರ್.ಅಂಬೇಡ್ಕರ್ ಅವರ 67ನೇ ಪರಿನಿರ್ವಾಣ ದಿನದ ಅಂಗವಾಗಿ ಮೈಸೂರು ಜಿಲ್ಲಾ ದಲಿತ ಸಂಘರ್ಷ ಸಮಿತಿ ವತಿಯಿಂದ ಡಿ.6ರಂದು ಮೈಸೂರಿನಲ್ಲಿ ರಾಜಕೀಯ ಸಂಕಲ್ಪ ಸಮಾವೇಶ ಹಮ್ಮಿಕೊಳ್ಳಲಾಗಿದೆ ಎಂದು ಆಲಗೂಡು ಶಿವಕುಮಾರ್ ತಿಳಿಸಿದರು. ಪಟ್ಟಣದ ಪ್ರವಾಸಿ ಮಂದಿರದಲ್ಲಿ ನಡೆದ ಸಭೆಯಲ್ಲಿ ಮಾತನಾಡಿದ ಅವರು, ಸಮಾವೇಶದಲ್ಲಿ ಜಿಲ್ಲೆಯ ಎಲ್ಲಾ ತಾಲೂಕುಗಳಿಂದ ಸಾವಿರಾರು ಕಾರ್ಯಕರ್ತರು ಭಾಗವಹಿಸಲಿದ್ದಾರೆ. ಸಂವಿಧಾನದ ಆಶಯಗಳನ್ನು ಉಳಿಸುವ ನಿಟ್ಟಿನಲ್ಲಿ ಎಲ್ಲರೂ ಒಗ್ಗಟ್ಟಾಗಬೇಕು ಎಂದರು. ಸಭೆಯಲ್ಲಿ ಜಿಲ್ಲಾ ಸಂಚಾಲಕರು, ತಾಲೂಕು ಸಂಚಾಲಕರು ಹಾಗೂ ಮುಖಂಡರು ಹಾಜರಿದ್ದರು.: [56, 1142, 166, 1267]
theatre-shows: 4 ಪ್ರದರ್ಶನಗಳು: [851, 357, 889, 365]
leopard-caption: ನಾಗರಹೊಳೆ ಅಭಯಾರಣ್ಯಕ್ಕೆ ಬಿಡಲಾಯಿತು. ವಲಯ ಅರಣ್ಯಾಧಿಕಾರಿ ಹಾಗೂ ಸಿಬ್ಬಂದಿ ಹಾಜರಿದ್ದರು.: [538, 572, 635, 598]
youth-photo: [296, 642, 653, 708]
mla-body-2: ಜಯಪುರ: ಗ್ರಾಮೀಣ ಪ್ರದೇಶದ ಮಕ್ಕಳು ಶಿಕ್ಷಣಕ್ಕೆ ಹೆಚ್ಚಿನ ಒತ್ತು ನೀಡಬೇಕು ಎಂದು ಶಾಸಕ ಜಿ.ಟಿ.ದೇವೇಗೌಡ ಹೇಳಿದರು. ರೋಟರಿ ಸಂಸ್ಥೆ ವತಿಯಿಂದ ಆಯೋಜಿಸಿದ್ದ ಕಾರ್ಯಕ್ರಮದಲ್ಲಿ ಶಾಲಾ ಮಕ್ಕಳಿಗೆ ಶಿಕ್ಷಣ ಪರಿಕರಗಳನ್ನು ವಿತರಿಸಿ ಮಾತನಾಡಿದರು. ಸರ್ಕಾರಿ ಶಾಲೆಗಳಲ್ಲಿ ಗುಣಮಟ್ಟದ ಶಿಕ್ಷಣ ದೊರೆಯುತ್ತಿದೆ.: [180, 552, 292, 614]
showtime-line: ಸ್ಕ್ರೀನ್ 2 ಗರಡಿ (ಕ): ಬೆ.10.15, ಮ.2.10, ಸಂ.7.15: [656, 585, 892, 596]
theatre-movie: ಲಿಯೋ (ಕ): [659, 227, 687, 235]
showtime-line: ಸ್ಕ್ರೀನ್ 3 ಟೈಗರ್ 3 (ಹಿ): ಬೆ.10.35, ಮ.2.10, ಸಂ.5.45: [656, 596, 892, 607]
theatre-row: [656, 134, 892, 147]
mvc-block: [656, 660, 892, 740]
